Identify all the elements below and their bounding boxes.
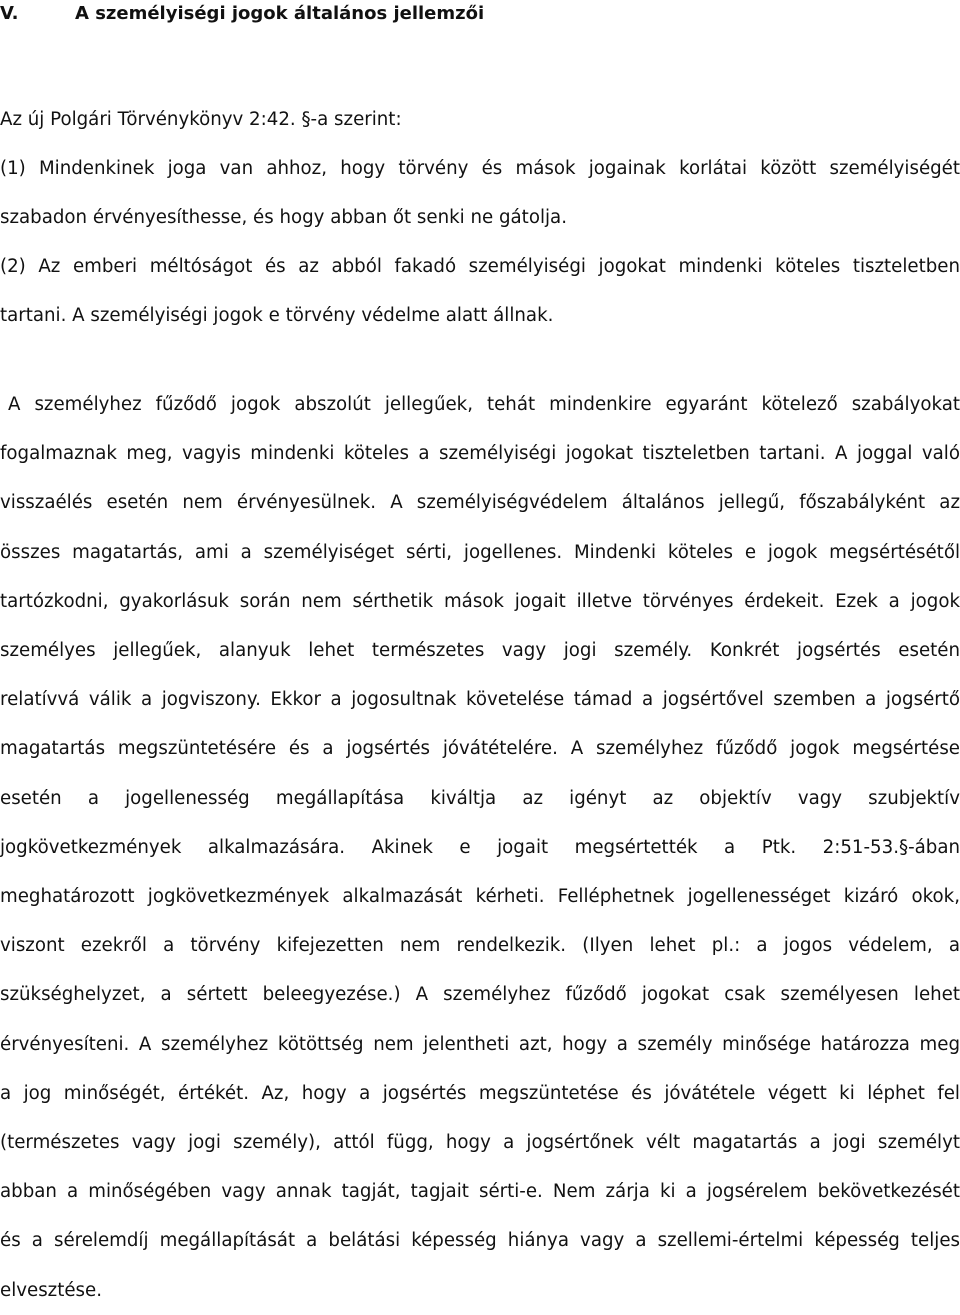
intro-line: tartani. A személyiségi jogok e törvény védelme alatt állnak. <box>0 305 554 326</box>
paragraph-line: viszont ezekről a törvény kifejezetten nem rendelkezik. (Ilyen lehet pl.: a jogos védelem, a <box>0 935 960 957</box>
intro-line: szabadon érvényesíthesse, és hogy abban őt senki ne gátolja. <box>0 207 567 228</box>
paragraph-line: A személyhez fűződő jogok abszolút jellegűek, tehát mindenkire egyaránt kötelező szabályokat <box>8 394 960 415</box>
paragraph-line: a jog minőségét, értékét. Az, hogy a jogsértés megszüntetése és jóvátétele végett ki léphet fel <box>0 1082 960 1104</box>
intro-block <box>0 95 960 340</box>
paragraph-line: fogalmaznak meg, vagyis mindenki köteles a személyiségi jogokat tiszteletben tartani. A joggal való <box>0 443 960 465</box>
paragraph-line: relatívvá válik a jogviszony. Ekkor a jogosultnak követelése támad a jogsértővel szemben a jogsértő <box>0 689 960 711</box>
paragraph-line: és a sérelemdíj megállapítását a belátási képesség hiánya vagy a szellemi-értelmi képesség teljes <box>0 1230 960 1252</box>
paragraph-line: személyes jellegűek, alanyuk lehet természetes vagy jogi személy. Konkrét jogsértés esetén <box>0 640 960 662</box>
paragraph-line: esetén a jogellenesség megállapítása kiváltja az igényt az objektív vagy szubjektív <box>0 787 960 809</box>
paragraph-line: összes magatartás, ami a személyiséget sérti, jogellenes. Mindenki köteles e jogok megsértésétől <box>0 541 960 563</box>
paragraph-line: meghatározott jogkövetkezmények alkalmazását kérheti. Felléphetnek jogellenességet kizáró okok, <box>0 886 960 908</box>
paragraph-line: érvényesíteni. A személyhez kötöttség nem jelentheti azt, hogy a személy minősége határozza meg <box>0 1033 960 1055</box>
paragraph-line: szükséghelyzet, a sértett beleegyezése.) A személyhez fűződő jogokat csak személyesen lehet <box>0 984 960 1006</box>
intro-line: (1) Mindenkinek joga van ahhoz, hogy törvény és mások jogainak korlátai között személyiségét <box>0 158 960 179</box>
paragraph-line: jogkövetkezmények alkalmazására. Akinek e jogait megsértették a Ptk. 2:51-53.§-ában <box>0 836 960 858</box>
paragraph-line: abban a minőségében vagy annak tagját, tagjait sérti-e. Nem zárja ki a jogsérelem bekövetkezését <box>0 1181 960 1203</box>
body-paragraph <box>0 380 960 1315</box>
intro-line-citation: Az új Polgári Törvénykönyv 2:42. §-a szerint: <box>0 109 402 130</box>
section-heading <box>0 1 960 27</box>
section-title: A személyiségi jogok általános jellemzői <box>75 3 485 24</box>
paragraph-line: magatartás megszüntetésére és a jogsértés jóvátételére. A személyhez fűződő jogok megsértése <box>0 738 960 760</box>
paragraph-line: visszaélés esetén nem érvényesülnek. A személyiségvédelem általános jellegű, főszabályként az <box>0 492 960 514</box>
paragraph-line: tartózkodni, gyakorlásuk során nem sérthetik mások jogait illetve törvényes érdekeit. Ezek a jogok <box>0 590 960 612</box>
intro-line: (2) Az emberi méltóságot és az abból fakadó személyiségi jogokat mindenki köteles tiszteletben <box>0 256 960 277</box>
section-number: V. <box>0 3 19 24</box>
paragraph-line: (természetes vagy jogi személy), attól függ, hogy a jogsértőnek vélt magatartás a jogi személyt <box>0 1132 960 1154</box>
paragraph-line-last: elvesztése. <box>0 1279 102 1301</box>
